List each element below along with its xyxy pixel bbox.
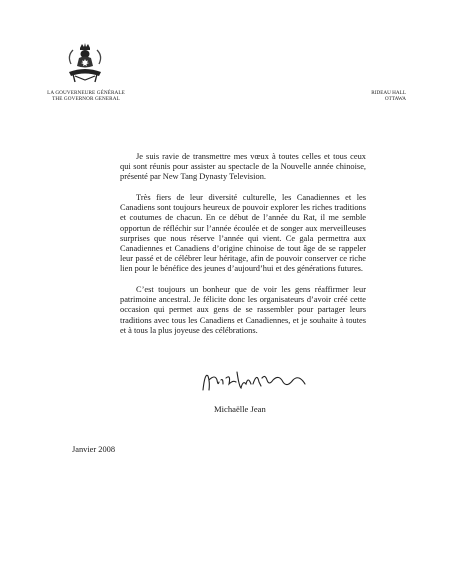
letterhead-address: [352, 90, 406, 102]
signer-name: Michaëlle Jean: [214, 404, 266, 414]
letterhead-residence: RIDEAU HALL: [371, 90, 406, 96]
letter-paragraph: Très fiers de leur diversité culturelle, les Canadiennes et les Canadiens sont toujours heureux de pouvoir explorer les riches traditions et coutumes de chacun. En ce début de l’année du Rat, il me semble opportun de réfléchir sur l’année écoulée et de songer aux merveilleuses surprises que nous réserve l’année qui vient. Ce gala permettra aux Canadiennes et Canadiens d’origine chinoise de tout âge de se rappeler leur passé et de célébrer leur héritage, afin de pouvoir conserver ce riche lien pour le bénéfice des jeunes d’aujourd’hui et des générations futures.: [120, 193, 366, 274]
letter-date: Janvier 2008: [72, 445, 116, 454]
letter-paragraph: C’est toujours un bonheur que de voir les gens réaffirmer leur patrimoine ancestral. Je félicite donc les organisateurs d’avoir créé cette occasion qui permet aux gens de se rassembler pour partager leurs traditions avec tous les Canadiens et Canadiennes, et je souhaite à toutes et à tous la plus joyeuse des célébrations.: [120, 285, 366, 335]
letterhead-title-en: THE GOVERNOR GENERAL: [52, 96, 120, 103]
handwritten-signature-icon: [199, 366, 309, 396]
letterhead-office-title: [46, 90, 126, 102]
letter-paragraph: Je suis ravie de transmettre mes vœux à toutes celles et tous ceux qui sont réunis pour assister au spectacle de la Nouvelle année chinoise, présenté par New Tang Dynasty Television.: [120, 152, 366, 182]
royal-crest-icon: [63, 42, 107, 86]
letterhead-title-fr: LA GOUVERNEURE GÉNÉRALE: [47, 90, 125, 96]
letterhead-city: OTTAWA: [384, 96, 406, 103]
letter-body: [120, 152, 366, 346]
